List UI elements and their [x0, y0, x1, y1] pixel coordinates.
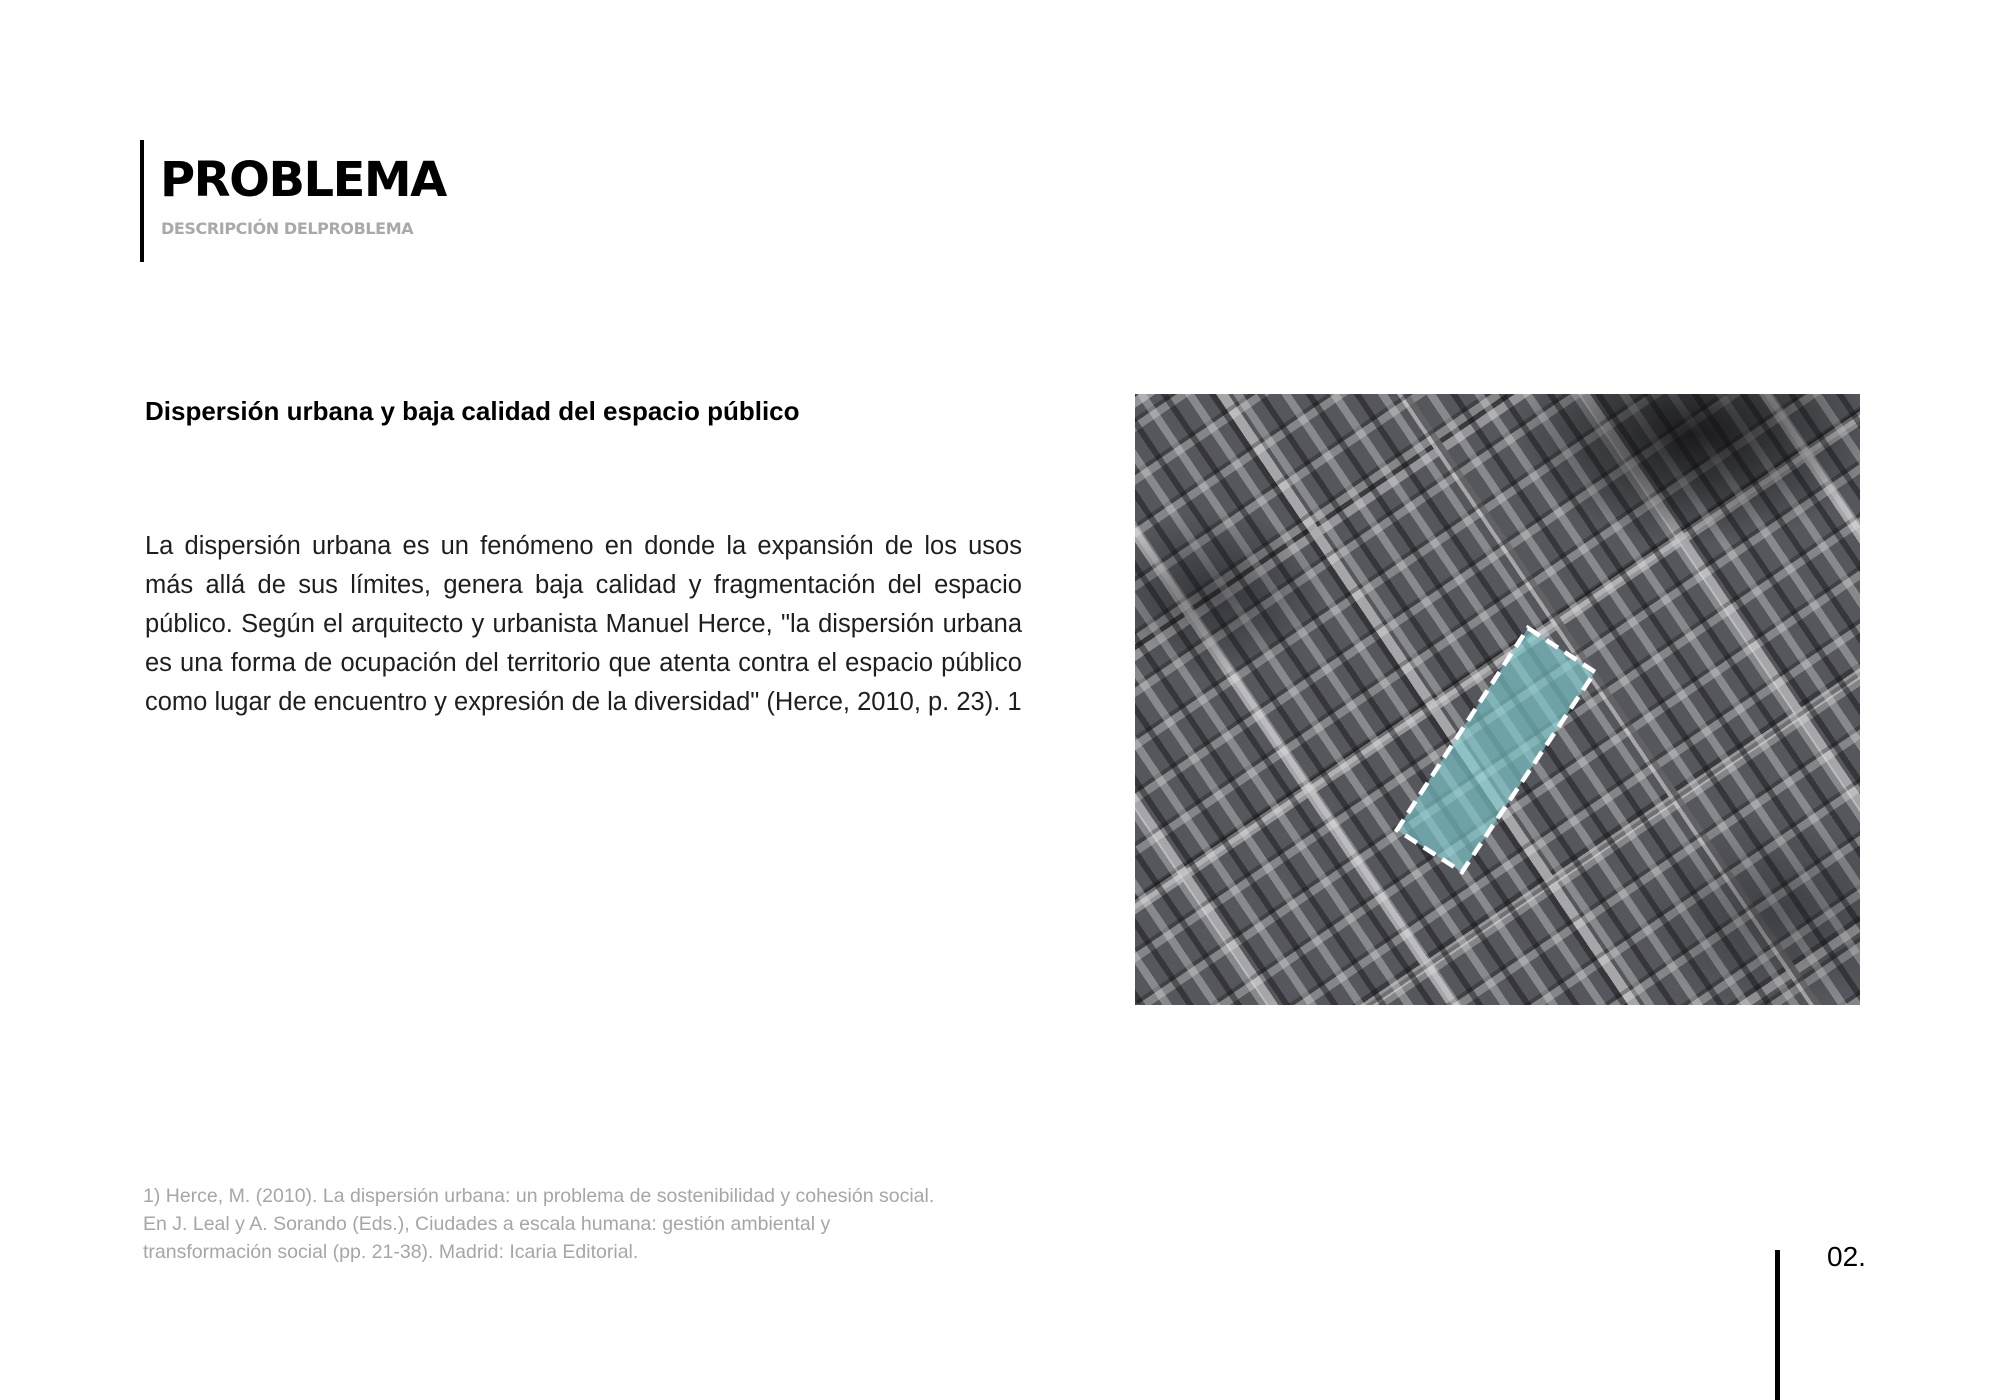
footnote-line: transformación social (pp. 21-38). Madrid: Icaria Editorial. — [143, 1241, 639, 1263]
title-accent-bar — [140, 140, 144, 262]
highlighted-block-overlay — [1135, 394, 1860, 1005]
body-paragraph: La dispersión urbana es un fenómeno en donde la expansión de los usos más allá de sus límites, genera baja calidad y fragmentación del espacio público. Según el arquitecto y urbanista Manuel Herce, "la dispersión urbana es una forma de ocupación del territorio que atenta contra el espacio público como lugar de encuentro y expresión de la diversidad" (Herce, 2010, p. 23). 1 — [145, 532, 1022, 716]
highlighted-block — [1397, 628, 1595, 872]
section-heading: Dispersión urbana y baja calidad del espacio público — [145, 396, 800, 426]
page-title: PROBLEMA — [160, 152, 446, 208]
page-subtitle: DESCRIPCIÓN DELPROBLEMA — [161, 219, 414, 238]
page-accent-bar — [1775, 1250, 1780, 1400]
aerial-photo — [1135, 394, 1860, 1005]
footnote-line: En J. Leal y A. Sorando (Eds.), Ciudades a escala humana: gestión ambiental y — [143, 1213, 831, 1235]
footnote-line: 1) Herce, M. (2010). La dispersión urbana: un problema de sostenibilidad y cohesión social. — [143, 1185, 935, 1207]
page-number: 02. — [1827, 1241, 1866, 1272]
footnote — [143, 1182, 1043, 1266]
